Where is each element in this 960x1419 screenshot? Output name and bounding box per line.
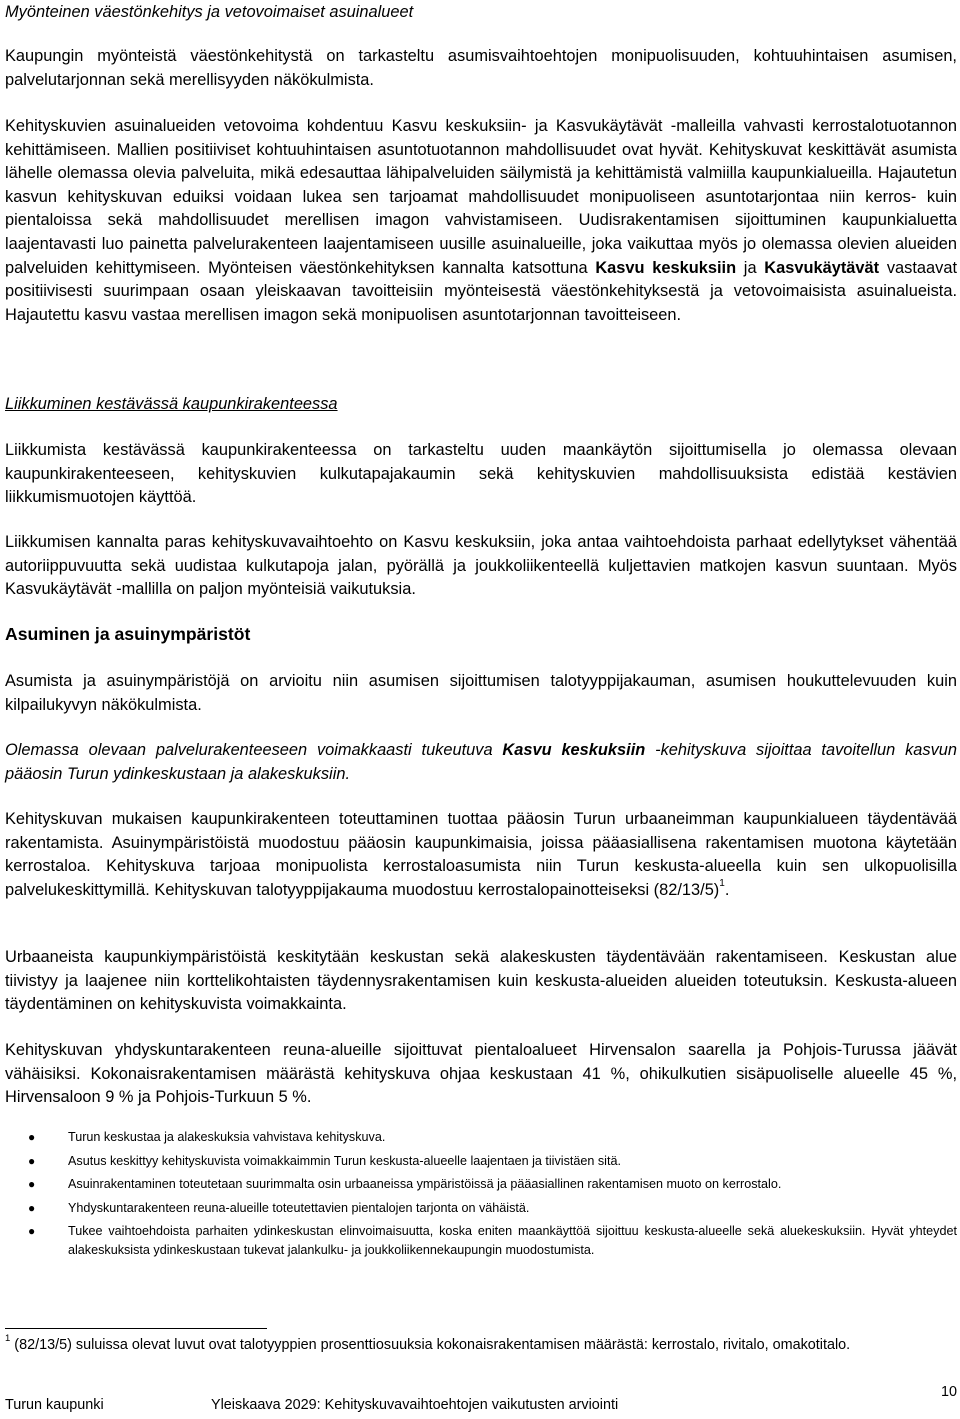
bold-term-kasvu-keskuksiin: Kasvu keskuksiin [595, 258, 737, 277]
list-item [5, 1175, 957, 1194]
paragraph-mobility-best: Liikkumisen kannalta paras kehityskuvavaihtoehto on Kasvu keskuksiin, joka antaa vaihtoehdoista parhaat edellytykset vähentää autoriippuvuutta sekä uudistaa kulkutapoja jalan, pyörällä ja joukkoliikenteellä kuljettavien matkojen kasvun suuntaan. Myös Kasvukäytävät -mallilla on paljon myönteisiä vaikutuksia. [5, 533, 957, 599]
section-heading-mobility: Liikkuminen kestävässä kaupunkirakenteessa [5, 395, 338, 413]
list-item-text: Tukee vaihtoehdoista parhaiten ydinkeskustan elinvoimaisuutta, koska eniten maankäyttöä sijoittuu keskusta-alueelle sekä aluekeskuksiin. Hyvät yhteydet alakeskuksista ydinkeskustaan tukevat jalankulku- ja joukkoliikennekaupungin muodostumista. [68, 1224, 957, 1257]
text-run: Olemassa olevaan palvelurakenteeseen voimakkaasti tukeutuva [5, 741, 503, 759]
text-run: -kehityskuva sijoittaa tavoitellun kasvun pääosin Turun ydinkeskustaan ja alakeskuksiin. [5, 741, 958, 783]
paragraph-population-intro: Kaupungin myönteistä väestönkehitystä on tarkasteltu asumisvaihtoehtojen monipuolisuuden, kohtuuhintaisen asumisen, palvelutarjonnan sekä merellisyyden näkökulmista. [5, 47, 957, 89]
page-number: 10 [940, 1384, 957, 1400]
bullet-icon: ● [28, 1130, 36, 1144]
list-item [5, 1128, 957, 1147]
bullet-icon: ● [28, 1224, 36, 1239]
text-run: ja [736, 258, 765, 277]
paragraph-urban-environments: Urbaaneista kaupunkiympäristöistä keskitytään keskustan sekä alakeskusten täydentävään rakentamiseen. Keskustan alue tiivistyy ja laajenee niin korttelikohtaisten täydennysrakentamisen kuin keskusta-alueiden alueiden toteutuksin. Keskusta-alueen täydentäminen on kehityskuvista voimakkainta. [5, 948, 957, 1014]
paragraph-population-body [5, 115, 957, 327]
list-item [5, 1222, 957, 1259]
section-heading-population: Myönteinen väestönkehitys ja vetovoimaiset asuinalueet [5, 3, 414, 21]
footnote-marker: 1 [5, 1333, 11, 1344]
footnote [5, 1334, 957, 1356]
bullet-icon: ● [28, 1177, 36, 1192]
section-heading-housing: Asuminen ja asuinympäristöt [5, 624, 251, 644]
text-run: Kehityskuvan mukaisen kaupunkirakenteen toteuttaminen tuottaa pääosin Turun urbaaneimman kaupunkialueen täydentävää rakentamista. Asuinympäristöistä muodostuu pääosin kaupunkimaisia, joissa pääasiallisena rakentamisen muotona käytetään kerrostaloa. Kehityskuva tarjoaa monipuolista kerrostaloasumista niin Turun keskusta-alueella kuin sen ulkopuolisilla palvelukeskittymillä. Kehityskuvan talotyyppijakauma muodostuu kerrostalopainotteiseksi (82/13/5) [5, 810, 957, 899]
footnote-reference: 1 [719, 877, 725, 889]
bold-term-kasvukaytavat: Kasvukäytävät [764, 258, 880, 277]
list-item-text: Turun keskustaa ja alakeskuksia vahvistava kehityskuva. [68, 1130, 386, 1144]
summary-bullet-list [5, 1128, 957, 1265]
text-run: . [724, 880, 730, 899]
footnote-text: (82/13/5) suluissa olevat luvut ovat talotyyppien prosenttiosuuksia kokonaisrakentamisen määrästä: kerrostalo, rivitalo, omakotitalo. [10, 1337, 851, 1353]
list-item-text: Yhdyskuntarakenteen reuna-alueille toteutettavien pientalojen tarjonta on vähäistä. [68, 1200, 530, 1215]
footer-document-title: Yleiskaava 2029: Kehityskuvavaihtoehtojen vaikutusten arviointi [211, 1397, 619, 1413]
bullet-icon: ● [28, 1153, 36, 1168]
text-run: vastaavat positiivisesti suurimpaan osaan yleiskaavan tavoitteisiin myönteisestä väestönkehityksestä ja vetovoimaisista asuinalueista. Hajautettu kasvu vastaa merellisen imagon sekä monipuolisen asuntotarjonnan tavoitteiseen. [5, 258, 957, 324]
text-run: Kehityskuvien asuinalueiden vetovoima kohdentuu Kasvu keskuksiin- ja Kasvukäytävät -malleilla vahvasti kerrostalotuotannon kehittämiseen. Mallien positiiviset kohtuuhintaisen asuntotuotannon mahdollisuudet ovat hyvät. Kehityskuvat keskittävät asumista lähelle olemassa olevia palveluita, mikä edesauttaa lähipalveluiden säilymistä ja kehittämistä valmiilla kaupunkialueilla. Hajautetun kasvun kehityskuvan eduiksi voidaan lukea sen tarjoamat mahdollisuudet monipuoliseen asuntotarjontaa niin kerros- kuin pientaloissa sekä mahdollisuudet merellisen imagon vahvistamiseen. Uudisrakentamisen sijoittuminen kaupunkialuetta laajentavasti luo painetta palvelurakenteen laajentamiseen uusille asuinalueille, joka vaikuttaa myös jo olemassa olevien alueiden palveluiden kehittymiseen. Myönteisen väestönkehityksen kannalta katsottuna [5, 117, 957, 277]
paragraph-mobility-intro: Liikkumista kestävässä kaupunkirakenteessa on tarkasteltu uuden maankäytön sijoittumisella jo olemassa olevaan kaupunkirakenteeseen, kehityskuvien kulkutapajakaumin sekä kehityskuvien mahdollisuuksista edistää kestävien liikkumismuotojen käyttöä. [5, 441, 957, 507]
paragraph-edge-areas: Kehityskuvan yhdyskuntarakenteen reuna-alueille sijoittuvat pientaloalueet Hirvensalon saarella ja Pohjois-Turussa jäävät vähäisiksi. Kokonaisrakentamisen määrästä kehityskuva ohjaa keskustaan 41 %, ohikulkutien sisäpuoliselle alueelle 45 %, Hirvensaloon 9 % ja Pohjois-Turkuun 5 %. [5, 1041, 957, 1107]
list-item [5, 1199, 957, 1218]
footnote-divider [5, 1328, 267, 1329]
paragraph-housing-structure [5, 808, 957, 902]
list-item [5, 1152, 957, 1171]
paragraph-housing-summary [5, 739, 957, 786]
list-item-text: Asutus keskittyy kehityskuvista voimakkaimmin Turun keskusta-alueelle laajentaen ja tiivistäen sitä. [68, 1153, 621, 1168]
paragraph-housing-intro: Asumista ja asuinympäristöjä on arvioitu niin asumisen sijoittumisen talotyyppijakauman, asumisen houkuttelevuuden kuin kilpailukyvyn näkökulmista. [5, 672, 957, 714]
list-item-text: Asuinrakentaminen toteutetaan suurimmalta osin urbaaneissa ympäristöissä ja pääasiallinen rakentamisen muoto on kerrostalo. [68, 1177, 782, 1192]
footer-organization: Turun kaupunki [5, 1397, 104, 1413]
bold-term-kasvu-keskuksiin: Kasvu keskuksiin [502, 741, 646, 759]
bullet-icon: ● [28, 1200, 36, 1215]
